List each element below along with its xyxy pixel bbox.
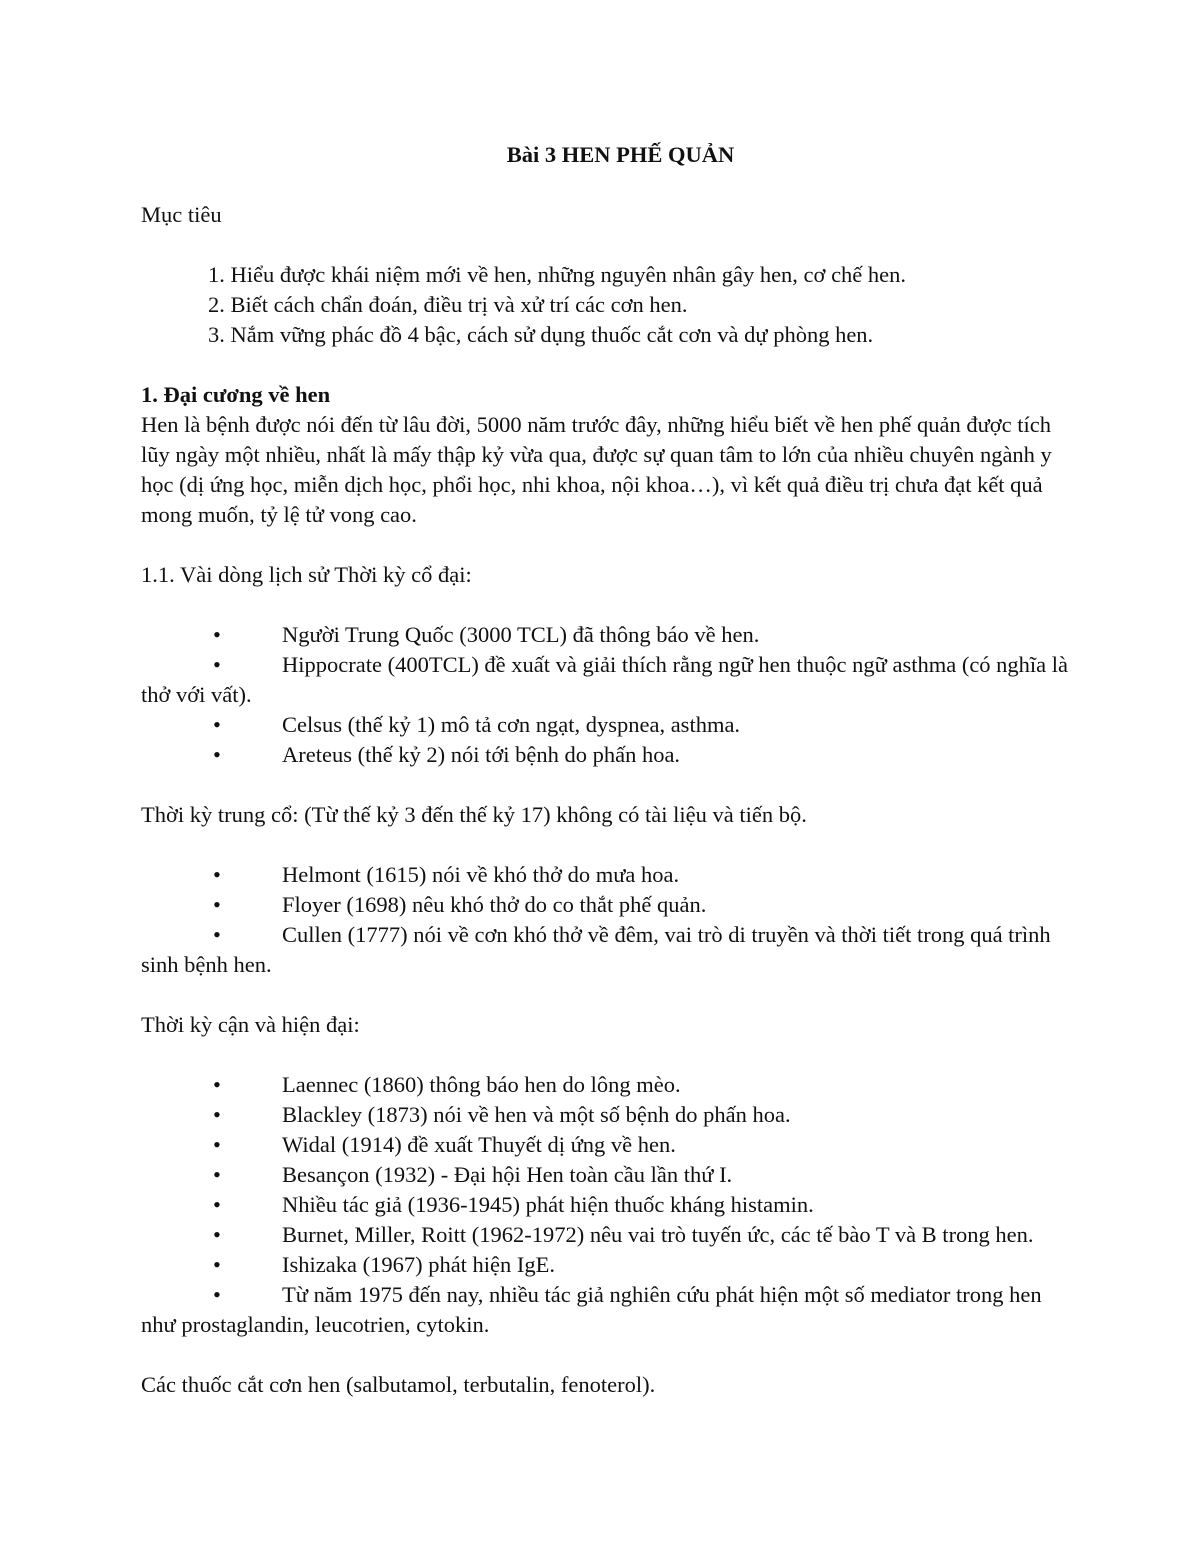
bullet-icon: • [213, 892, 221, 917]
bullet-icon: • [213, 922, 221, 947]
bullet-icon: • [213, 1222, 221, 1247]
bullet-icon: • [213, 742, 221, 767]
medieval-heading: Thời kỳ trung cổ: (Từ thế kỷ 3 đến thế kỷ 17) không có tài liệu và tiến bộ. [141, 802, 807, 827]
section-heading: 1. Đại cương về hen [141, 382, 331, 407]
list-item: • Areteus (thế kỷ 2) nói tới bệnh do phấn hoa. [141, 740, 1080, 770]
modern-list [141, 1070, 1080, 1340]
list-item: • Nhiều tác giả (1936-1945) phát hiện thuốc kháng histamin. [141, 1190, 1080, 1220]
list-item: • Blackley (1873) nói về hen và một số bệnh do phấn hoa. [141, 1100, 1080, 1130]
list-item: • Besançon (1932) - Đại hội Hen toàn cầu lần thứ I. [141, 1160, 1080, 1190]
medieval-list [141, 860, 1080, 980]
intro-paragraph: Hen là bệnh được nói đến từ lâu đời, 5000 năm trước đây, những hiểu biết về hen phế quản được tích lũy ngày một nhiều, nhất là mấy thập kỷ vừa qua, được sự quan tâm to lớn của nhiều chuyên ngành y học (dị ứng học, miễn dịch học, phổi học, nhi khoa, nội khoa…), vì kết quả điều trị chưa đạt kết quả mong muốn, tỷ lệ tử vong cao. [141, 412, 1052, 527]
bullet-icon: • [213, 1282, 221, 1307]
list-item: • Helmont (1615) nói về khó thở do mưa hoa. [141, 860, 1080, 890]
objective-item: 3. Nắm vững phác đồ 4 bậc, cách sử dụng thuốc cắt cơn và dự phòng hen. [208, 322, 874, 347]
bullet-icon: • [213, 622, 221, 647]
bullet-icon: • [213, 862, 221, 887]
ancient-list [141, 620, 1080, 770]
list-item: • Ishizaka (1967) phát hiện IgE. [141, 1250, 1080, 1280]
list-item: • Widal (1914) đề xuất Thuyết dị ứng về hen. [141, 1130, 1080, 1160]
list-item: • Laennec (1860) thông báo hen do lông mèo. [141, 1070, 1080, 1100]
objectives-list [141, 260, 1080, 350]
objective-item: 1. Hiểu được khái niệm mới về hen, những nguyên nhân gây hen, cơ chế hen. [208, 262, 907, 287]
list-item: • Hippocrate (400TCL) đề xuất và giải thích rằng ngữ hen thuộc ngữ asthma (có nghĩa là thở với vất). [141, 652, 1069, 707]
page-title: Bài 3 HEN PHẾ QUẢN [506, 142, 735, 167]
bullet-icon: • [213, 652, 221, 677]
closing-paragraph: Các thuốc cắt cơn hen (salbutamol, terbutalin, fenoterol). [141, 1372, 656, 1397]
bullet-icon: • [213, 712, 221, 737]
list-item: • Celsus (thế kỷ 1) mô tả cơn ngạt, dyspnea, asthma. [141, 710, 1080, 740]
bullet-icon: • [213, 1072, 221, 1097]
bullet-icon: • [213, 1252, 221, 1277]
bullet-icon: • [213, 1162, 221, 1187]
list-item: • Floyer (1698) nêu khó thở do co thắt phế quản. [141, 890, 1080, 920]
objective-item: 2. Biết cách chẩn đoán, điều trị và xử trí các cơn hen. [208, 292, 688, 317]
bullet-icon: • [213, 1192, 221, 1217]
objectives-heading: Mục tiêu [141, 202, 222, 227]
bullet-icon: • [213, 1102, 221, 1127]
list-item: • Cullen (1777) nói về cơn khó thở về đêm, vai trò di truyền và thời tiết trong quá trình sinh bệnh hen. [141, 922, 1051, 977]
list-item: • Người Trung Quốc (3000 TCL) đã thông báo về hen. [141, 620, 1080, 650]
list-item: • Burnet, Miller, Roitt (1962-1972) nêu vai trò tuyến ức, các tế bào T và B trong hen. [141, 1220, 1080, 1250]
list-item: • Từ năm 1975 đến nay, nhiều tác giả nghiên cứu phát hiện một số mediator trong hen như prostaglandin, leucotrien, cytokin. [141, 1282, 1042, 1337]
modern-heading: Thời kỳ cận và hiện đại: [141, 1012, 360, 1037]
ancient-heading: 1.1. Vài dòng lịch sử Thời kỳ cổ đại: [141, 562, 472, 587]
bullet-icon: • [213, 1132, 221, 1157]
